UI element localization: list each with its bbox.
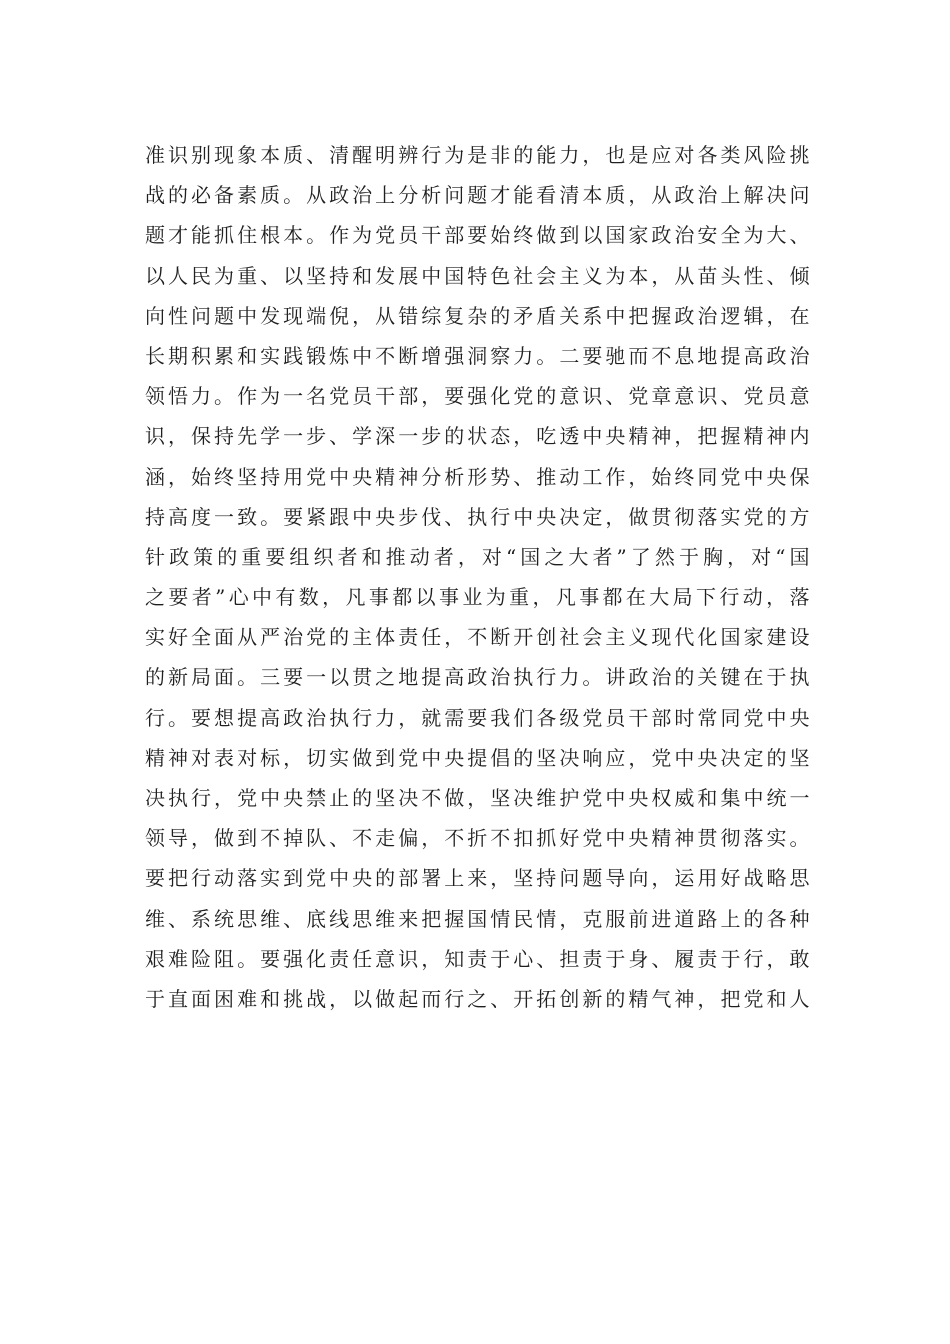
text-line-21: 艰难险阻。要强化责任意识，知责于心、担责于身、履责于行，敢 xyxy=(145,946,810,971)
text-line-5: 向性问题中发现端倪，从错综复杂的矛盾关系中把握政治逻辑，在 xyxy=(145,303,810,328)
text-line-8: 识，保持先学一步、学深一步的状态，吃透中央精神，把握精神内 xyxy=(145,424,810,449)
text-line-13: 实好全面从严治党的主体责任，不断开创社会主义现代化国家建设 xyxy=(145,625,810,650)
text-line-18: 领导，做到不掉队、不走偏，不折不扣抓好党中央精神贯彻落实。 xyxy=(145,826,810,851)
text-line-1: 准识别现象本质、清醒明辨行为是非的能力，也是应对各类风险挑 xyxy=(145,143,810,167)
text-line-4: 以人民为重、以坚持和发展中国特色社会主义为本，从苗头性、倾 xyxy=(145,263,810,288)
text-line-16: 精神对表对标，切实做到党中央提倡的坚决响应，党中央决定的坚 xyxy=(145,745,810,770)
text-line-3: 题才能抓住根本。作为党员干部要始终做到以国家政治安全为大、 xyxy=(145,223,810,248)
body-paragraph xyxy=(145,135,810,1019)
text-line-20: 维、系统思维、底线思维来把握国情民情，克服前进道路上的各种 xyxy=(145,906,810,931)
text-line-15: 行。要想提高政治执行力，就需要我们各级党员干部时常同党中央 xyxy=(145,705,810,730)
text-line-10: 持高度一致。要紧跟中央步伐、执行中央决定，做贯彻落实党的方 xyxy=(145,504,810,529)
text-line-11: 针政策的重要组织者和推动者，对“国之大者”了然于胸，对“国 xyxy=(145,544,810,569)
text-line-12: 之要者”心中有数，凡事都以事业为重，凡事都在大局下行动，落 xyxy=(145,585,810,610)
text-line-7: 领悟力。作为一名党员干部，要强化党的意识、党章意识、党员意 xyxy=(145,384,810,409)
text-line-6: 长期积累和实践锻炼中不断增强洞察力。二要驰而不息地提高政治 xyxy=(145,343,810,368)
text-line-19: 要把行动落实到党中央的部署上来，坚持问题导向，运用好战略思 xyxy=(145,866,810,891)
text-line-22: 于直面困难和挑战，以做起而行之、开拓创新的精气神，把党和人 xyxy=(145,986,810,1011)
text-line-2: 战的必备素质。从政治上分析问题才能看清本质，从政治上解决问 xyxy=(145,183,810,208)
text-line-14: 的新局面。三要一以贯之地提高政治执行力。讲政治的关键在于执 xyxy=(145,665,810,690)
text-line-9: 涵，始终坚持用党中央精神分析形势、推动工作，始终同党中央保 xyxy=(145,464,810,489)
text-line-17: 决执行，党中央禁止的坚决不做，坚决维护党中央权威和集中统一 xyxy=(145,786,810,810)
